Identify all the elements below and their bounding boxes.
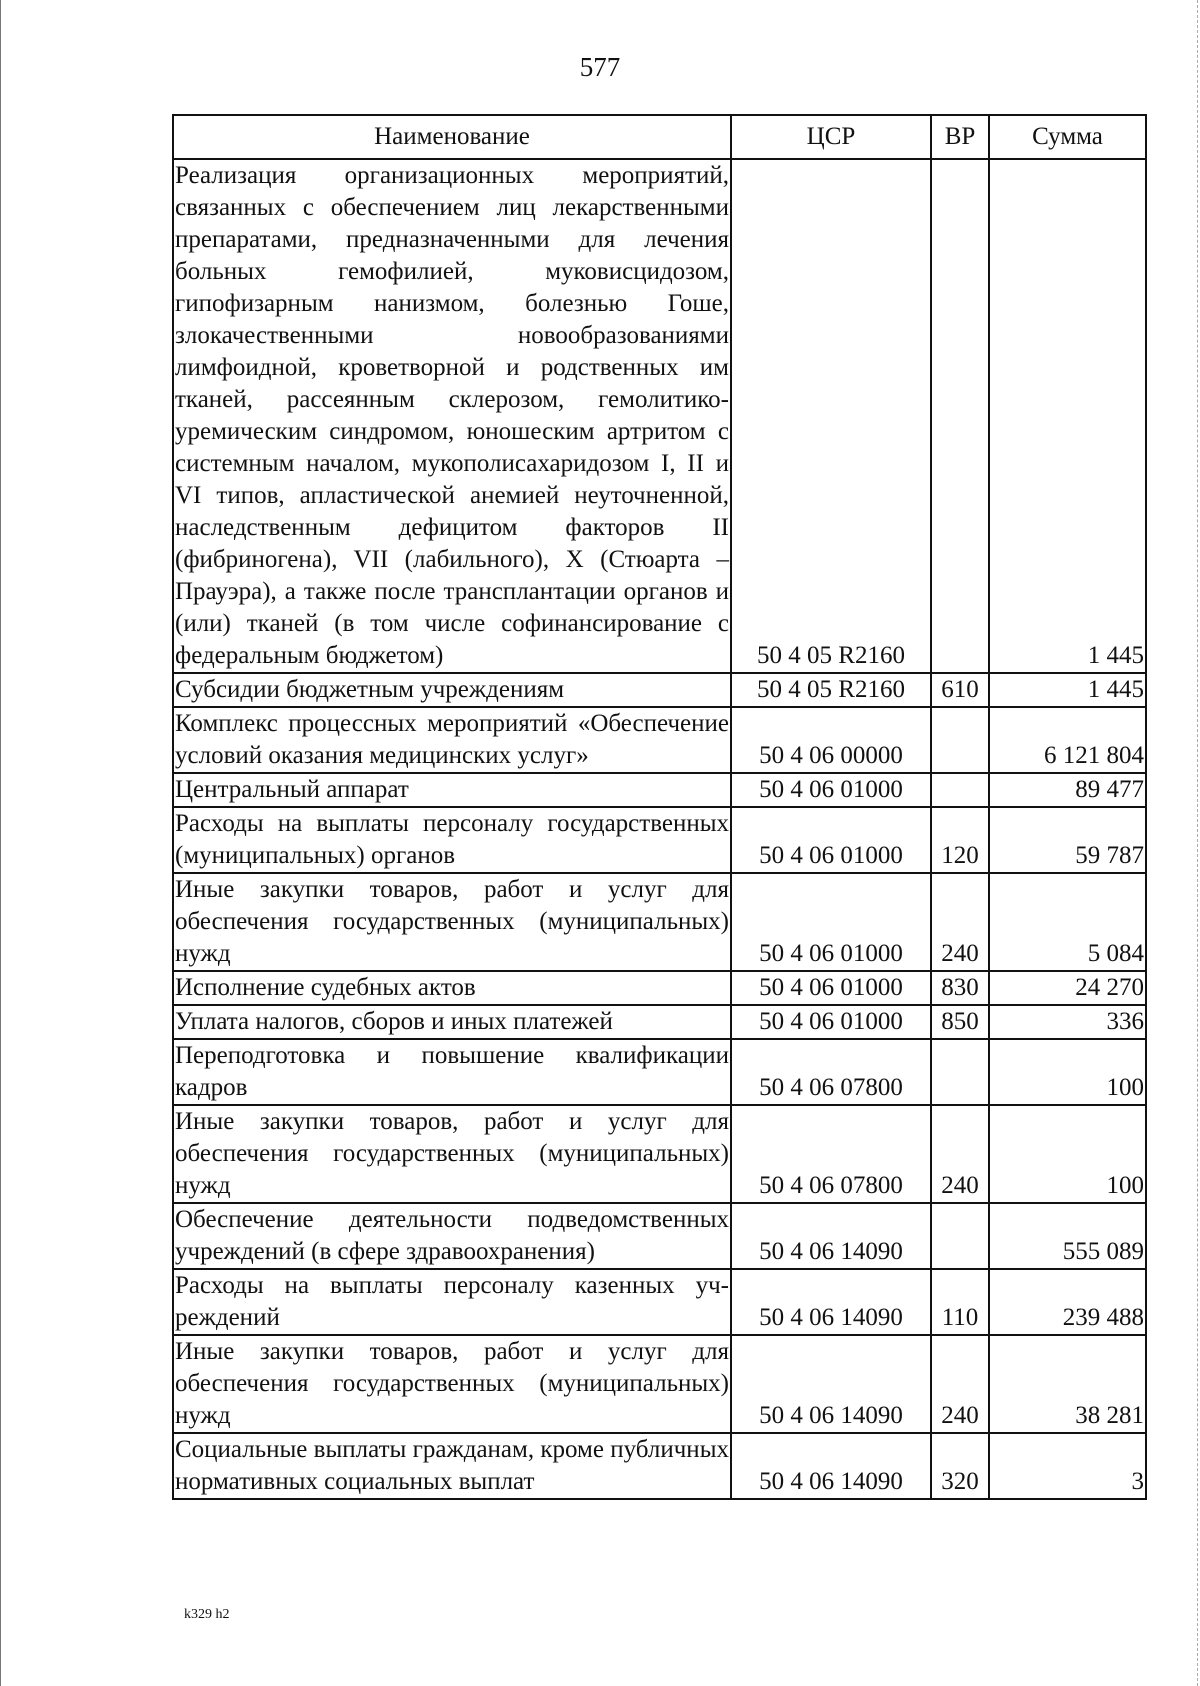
row-csr: 50 4 06 07800	[731, 1039, 931, 1105]
row-sum: 555 089	[989, 1203, 1146, 1269]
row-name: Реализация организационных мероприятий, связанных с обеспечением лиц лекарственными препаратами, предназначенными для лечения больных гемофилией, муковисцидозом, гипофизарным нанизмом, болезнью Гоше, злокачественными новообразованиями лимфоидной, кроветворной и родственных им тканей, рассеянным склерозом, гемолитико-уремическим синдромом, юношеским артритом с системным началом, мукополисахаридозом I, II и VI типов, апластической анемией неуточненной, наследственным дефицитом факторов II (фибриногена), VII (лабильного), X (Стюарта – Прауэра), а также после трансплантации органов и (или) тканей (в том числе софинансирование с федеральным бюджетом)	[173, 159, 731, 673]
row-csr: 50 4 06 07800	[731, 1105, 931, 1203]
row-csr: 50 4 06 01000	[731, 807, 931, 873]
row-name: Обеспечение деятельности подведомственных учреждений (в сфере здравоохранения)	[173, 1203, 731, 1269]
header-vr: ВР	[931, 115, 989, 159]
table-row	[173, 707, 1146, 773]
header-name: Наименование	[173, 115, 731, 159]
row-vr: 240	[931, 873, 989, 971]
row-vr	[931, 1039, 989, 1105]
row-sum: 24 270	[989, 971, 1146, 1005]
row-csr: 50 4 06 14090	[731, 1203, 931, 1269]
row-sum: 6 121 804	[989, 707, 1146, 773]
row-csr: 50 4 06 01000	[731, 873, 931, 971]
row-csr: 50 4 05 R2160	[731, 673, 931, 707]
row-sum: 5 084	[989, 873, 1146, 971]
row-vr: 830	[931, 971, 989, 1005]
row-vr: 240	[931, 1105, 989, 1203]
scan-edge-left	[0, 0, 1, 1686]
row-vr: 240	[931, 1335, 989, 1433]
row-sum: 1 445	[989, 673, 1146, 707]
row-name: Комплекс процессных мероприятий «Обеспечение условий оказания медицинских услуг»	[173, 707, 731, 773]
row-vr: 120	[931, 807, 989, 873]
row-csr: 50 4 06 00000	[731, 707, 931, 773]
row-name: Исполнение судебных актов	[173, 971, 731, 1005]
table-row	[173, 1433, 1146, 1499]
row-vr: 850	[931, 1005, 989, 1039]
row-vr: 110	[931, 1269, 989, 1335]
row-name: Переподготовка и повышение квалификации кадров	[173, 1039, 731, 1105]
row-vr	[931, 707, 989, 773]
table-row	[173, 971, 1146, 1005]
table-row	[173, 807, 1146, 873]
row-csr: 50 4 06 01000	[731, 1005, 931, 1039]
row-sum: 3	[989, 1433, 1146, 1499]
row-vr: 320	[931, 1433, 989, 1499]
row-name: Центральный аппарат	[173, 773, 731, 807]
row-name: Социальные выплаты гражданам, кроме публичных нормативных социальных выплат	[173, 1433, 731, 1499]
table-row	[173, 1005, 1146, 1039]
row-sum: 1 445	[989, 159, 1146, 673]
table-row	[173, 1203, 1146, 1269]
table-row	[173, 673, 1146, 707]
table-row	[173, 773, 1146, 807]
row-sum: 59 787	[989, 807, 1146, 873]
document-footer-code: k329 h2	[184, 1607, 230, 1622]
row-name: Иные закупки товаров, работ и услуг для обеспечения государственных (муниципальных) нужд	[173, 1335, 731, 1433]
table-row	[173, 1039, 1146, 1105]
row-sum: 89 477	[989, 773, 1146, 807]
row-csr: 50 4 06 14090	[731, 1335, 931, 1433]
table-row	[173, 1269, 1146, 1335]
page-number: 577	[579, 52, 621, 82]
row-name: Субсидии бюджетным учреждениям	[173, 673, 731, 707]
row-name: Расходы на выплаты персоналу казенных учреждений	[173, 1269, 731, 1335]
row-sum: 38 281	[989, 1335, 1146, 1433]
row-name: Иные закупки товаров, работ и услуг для обеспечения государственных (муниципальных) нужд	[173, 1105, 731, 1203]
row-csr: 50 4 06 01000	[731, 773, 931, 807]
row-vr	[931, 159, 989, 673]
row-sum: 336	[989, 1005, 1146, 1039]
row-sum: 239 488	[989, 1269, 1146, 1335]
row-vr	[931, 773, 989, 807]
table-row	[173, 873, 1146, 971]
row-csr: 50 4 06 14090	[731, 1433, 931, 1499]
row-name: Уплата налогов, сборов и иных платежей	[173, 1005, 731, 1039]
row-vr	[931, 1203, 989, 1269]
row-name: Иные закупки товаров, работ и услуг для обеспечения государственных (муниципальных) нужд	[173, 873, 731, 971]
header-csr: ЦСР	[731, 115, 931, 159]
budget-table	[172, 114, 1147, 1500]
row-sum: 100	[989, 1039, 1146, 1105]
table-row	[173, 159, 1146, 673]
scan-edge-right	[1196, 0, 1198, 1686]
header-sum: Сумма	[989, 115, 1146, 159]
row-vr: 610	[931, 673, 989, 707]
table-header-row	[173, 115, 1146, 159]
table-row	[173, 1335, 1146, 1433]
row-csr: 50 4 06 01000	[731, 971, 931, 1005]
row-csr: 50 4 06 14090	[731, 1269, 931, 1335]
row-sum: 100	[989, 1105, 1146, 1203]
row-csr: 50 4 05 R2160	[731, 159, 931, 673]
table-row	[173, 1105, 1146, 1203]
row-name: Расходы на выплаты персоналу государственных (муниципальных) органов	[173, 807, 731, 873]
